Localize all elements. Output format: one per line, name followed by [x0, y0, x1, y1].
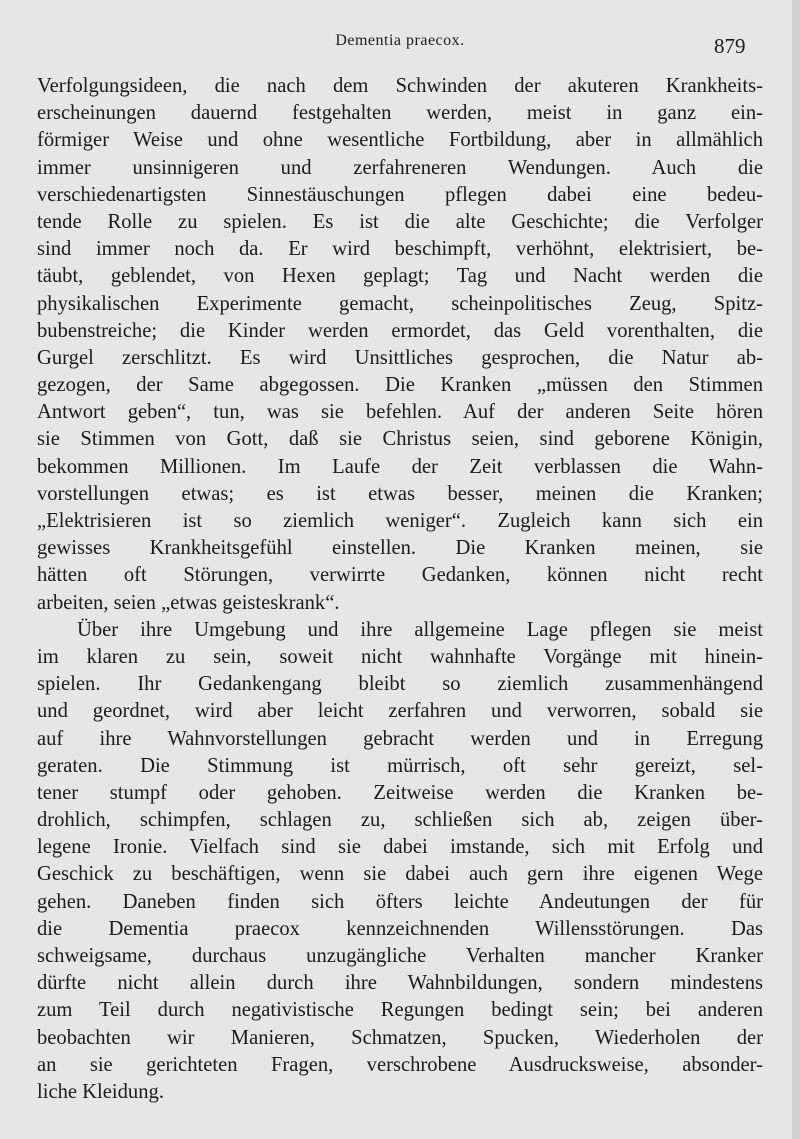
- text-line: Gurgel zerschlitzt. Es wird Unsittliches gesprochen, die Natur ab-: [37, 346, 763, 369]
- body-text: [37, 73, 763, 1106]
- text-line: tende Rolle zu spielen. Es ist die alte Geschichte; die Verfolger: [37, 210, 763, 233]
- text-line: geraten. Die Stimmung ist mürrisch, oft sehr gereizt, sel-: [37, 754, 763, 777]
- text-line: gewisses Krankheitsgefühl einstellen. Die Kranken meinen, sie: [37, 537, 763, 560]
- text-line: sind immer noch da. Er wird beschimpft, verhöhnt, elektrisiert, be-: [37, 238, 763, 261]
- text-line: an sie gerichteten Fragen, verschrobene Ausdrucksweise, absonder-: [37, 1053, 763, 1076]
- paragraph-end-line: arbeiten, seien „etwas geisteskrank“.: [37, 591, 340, 614]
- text-line: schweigsame, durchaus unzugängliche Verhalten mancher Kranker: [37, 945, 763, 967]
- text-line: hätten oft Störungen, verwirrte Gedanken, können nicht recht: [37, 564, 763, 587]
- text-line: sie Stimmen von Gott, daß sie Christus seien, sind geborene Königin,: [37, 428, 763, 451]
- text-line: zum Teil durch negativistische Regungen bedingt sein; bei anderen: [37, 999, 763, 1022]
- text-line: physikalischen Experimente gemacht, scheinpolitisches Zeug, Spitz-: [37, 292, 763, 315]
- text-line: legene Ironie. Vielfach sind sie dabei imstande, sich mit Erfolg und: [37, 836, 763, 859]
- text-line: Geschick zu beschäftigen, wenn sie dabei auch gern ihre eigenen Wege: [37, 863, 763, 886]
- text-line: bubenstreiche; die Kinder werden ermordet, das Geld vorenthalten, die: [37, 319, 763, 342]
- text-line: spielen. Ihr Gedankengang bleibt so ziemlich zusammenhängend: [37, 673, 763, 696]
- text-line: auf ihre Wahnvorstellungen gebracht werden und in Erregung: [37, 727, 763, 750]
- text-line: beobachten wir Manieren, Schmatzen, Spucken, Wiederholen der: [37, 1026, 763, 1049]
- text-line: tener stumpf oder gehoben. Zeitweise werden die Kranken be-: [37, 781, 763, 804]
- page-number: 879: [714, 34, 746, 58]
- text-line: täubt, geblendet, von Hexen geplagt; Tag und Nacht werden die: [37, 265, 763, 288]
- text-line: Antwort geben“, tun, was sie befehlen. Auf der anderen Seite hören: [37, 401, 763, 424]
- page-edge: [792, 0, 800, 1139]
- text-line: erscheinungen dauernd festgehalten werden, meist in ganz ein-: [37, 102, 763, 125]
- text-line: „Elektrisieren ist so ziemlich weniger“. Zugleich kann sich ein: [37, 510, 763, 532]
- paragraph-start-line: Über ihre Umgebung und ihre allgemeine Lage pflegen sie meist: [77, 618, 763, 641]
- text-line: im klaren zu sein, soweit nicht wahnhafte Vorgänge mit hinein-: [37, 645, 763, 668]
- text-line: immer unsinnigeren und zerfahreneren Wendungen. Auch die: [37, 156, 763, 179]
- text-line: die Dementia praecox kennzeichnenden Willensstörungen. Das: [37, 917, 763, 940]
- text-line: förmiger Weise und ohne wesentliche Fortbildung, aber in allmählich: [37, 129, 763, 152]
- paragraph-end-line: liche Kleidung.: [37, 1080, 164, 1103]
- text-line: vorstellungen etwas; es ist etwas besser, meinen die Kranken;: [37, 482, 763, 505]
- text-line: gezogen, der Same abgegossen. Die Kranken „müssen den Stimmen: [37, 374, 763, 397]
- text-line: dürfte nicht allein durch ihre Wahnbildungen, sondern mindestens: [37, 972, 763, 995]
- text-line: bekommen Millionen. Im Laufe der Zeit verblassen die Wahn-: [37, 455, 763, 478]
- text-line: und geordnet, wird aber leicht zerfahren und verworren, sobald sie: [37, 700, 763, 723]
- text-line: gehen. Daneben finden sich öfters leichte Andeutungen der für: [37, 890, 763, 913]
- text-line: verschiedenartigsten Sinnestäuschungen pflegen dabei eine bedeu-: [37, 183, 763, 206]
- text-line: drohlich, schimpfen, schlagen zu, schließen sich ab, zeigen über-: [37, 809, 763, 832]
- running-title: Dementia praecox.: [335, 32, 465, 49]
- text-line: Verfolgungsideen, die nach dem Schwinden der akuteren Krankheits-: [37, 75, 763, 97]
